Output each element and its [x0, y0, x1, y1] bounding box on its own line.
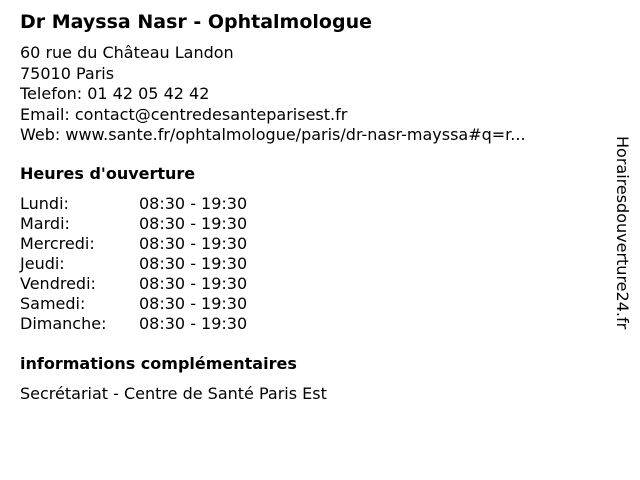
day-label: Samedi:	[20, 294, 86, 313]
hours-row-friday	[20, 274, 320, 294]
hours-row-tuesday	[20, 214, 320, 234]
hours-row-thursday	[20, 254, 320, 274]
day-label: Mercredi:	[20, 234, 95, 253]
day-label: Vendredi:	[20, 274, 96, 293]
page-title: Dr Mayssa Nasr - Ophtalmologue	[20, 11, 372, 33]
hours-row-monday	[20, 194, 320, 214]
website-link[interactable]: Web: www.sante.fr/ophtalmologue/paris/dr-nasr-mayssa#q=r...	[20, 125, 526, 144]
time-range: 08:30 - 19:30	[139, 294, 248, 313]
site-watermark: Horairesdouverture24.fr	[613, 136, 632, 330]
hours-row-wednesday	[20, 234, 320, 254]
contact-block	[20, 43, 526, 146]
phone-number: Telefon: 01 42 05 42 42	[20, 84, 210, 103]
day-label: Dimanche:	[20, 314, 107, 333]
email-address: Email: contact@centredesanteparisest.fr	[20, 104, 348, 124]
hours-row-sunday	[20, 314, 320, 334]
hours-row-saturday	[20, 294, 320, 314]
opening-hours-table	[20, 194, 320, 334]
address-street: 60 rue du Château Landon	[20, 43, 234, 62]
time-range: 08:30 - 19:30	[139, 234, 248, 253]
day-label: Lundi:	[20, 194, 69, 213]
additional-info-heading: informations complémentaires	[20, 354, 297, 373]
additional-info-text: Secrétariat - Centre de Santé Paris Est	[20, 384, 327, 403]
address-city: 75010 Paris	[20, 63, 115, 83]
time-range: 08:30 - 19:30	[139, 314, 248, 333]
time-range: 08:30 - 19:30	[139, 214, 248, 233]
day-label: Mardi:	[20, 214, 70, 233]
day-label: Jeudi:	[20, 254, 65, 273]
opening-hours-heading: Heures d'ouverture	[20, 164, 196, 183]
time-range: 08:30 - 19:30	[139, 274, 248, 293]
time-range: 08:30 - 19:30	[139, 194, 248, 213]
time-range: 08:30 - 19:30	[139, 254, 248, 273]
